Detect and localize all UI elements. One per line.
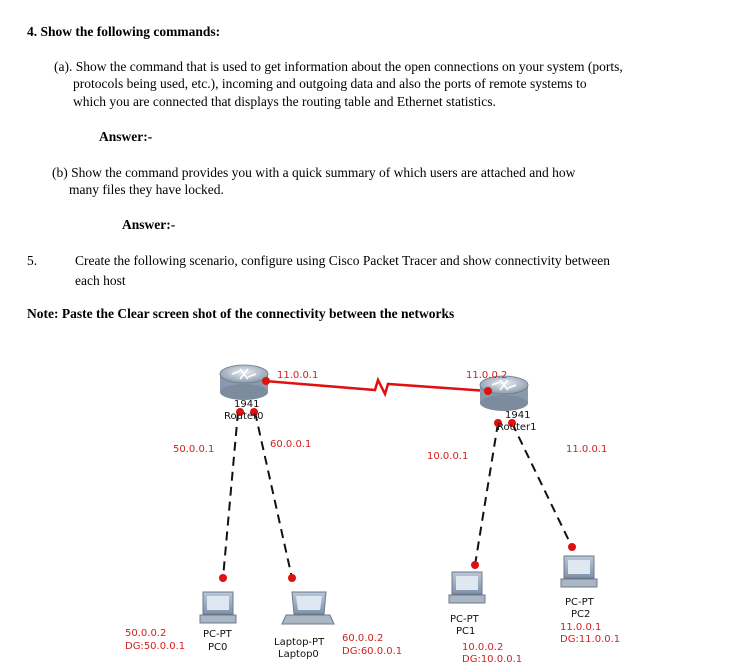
pc2-ip: 11.0.0.1	[560, 622, 602, 633]
q5-number: 5.	[27, 253, 38, 268]
laptop0-dg: DG:60.0.0.1	[342, 646, 403, 657]
pc0-icon	[200, 592, 236, 623]
q4a-line3: which you are connected that displays the routing table and Ethernet statistics.	[73, 94, 496, 109]
laptop0-type: Laptop-PT	[274, 637, 325, 648]
q4a-answer: Answer:-	[99, 129, 153, 144]
pc1-dg: DG:10.0.0.1	[462, 654, 523, 665]
r0-wan-ip: 11.0.0.1	[277, 370, 319, 381]
pc1-name: PC1	[456, 626, 476, 637]
pc2-dg: DG:11.0.0.1	[560, 634, 621, 645]
q4b-answer: Answer:-	[122, 217, 176, 232]
pc1-type: PC-PT	[450, 614, 479, 625]
q4b-line1: (b) Show the command provides you with a quick summary of which users are attached and how	[52, 165, 576, 180]
pc0-ip: 50.0.0.2	[125, 628, 167, 639]
pc0-dg: DG:50.0.0.1	[125, 641, 186, 652]
r1-name: Router1	[497, 422, 537, 433]
r1-wan-ip: 11.0.0.2	[466, 370, 508, 381]
r1-model: 1941	[505, 410, 531, 421]
r1-right-ip: 11.0.0.1	[566, 444, 608, 455]
q5-line1: Create the following scenario, configure using Cisco Packet Tracer and show connectivity between	[75, 253, 610, 268]
link-r1-pc1	[475, 423, 498, 565]
laptop0-name: Laptop0	[278, 649, 319, 660]
q4a-line2: protocols being used, etc.), incoming and outgoing data and also the ports of remote systems to	[73, 76, 587, 91]
r0-right-ip: 60.0.0.1	[270, 439, 312, 450]
wan-link	[265, 380, 488, 394]
q4a-line1: (a). Show the command that is used to get information about the open connections on your system (ports,	[54, 59, 623, 74]
pc1-ip: 10.0.0.2	[462, 642, 504, 653]
q4-heading: 4. Show the following commands:	[27, 24, 221, 39]
laptop0-icon	[282, 592, 334, 624]
laptop0-ip: 60.0.0.2	[342, 633, 384, 644]
note-text: Note: Paste the Clear screen shot of the connectivity between the networks	[27, 306, 455, 321]
pc2-type: PC-PT	[565, 597, 594, 608]
router0-icon	[220, 365, 268, 400]
r0-model: 1941	[234, 399, 260, 410]
link-r0-laptop0	[255, 412, 292, 578]
r1-left-ip: 10.0.0.1	[427, 451, 469, 462]
r0-name: Router0	[224, 411, 264, 422]
pc2-name: PC2	[571, 609, 591, 620]
q4b-line2: many files they have locked.	[69, 182, 224, 197]
pc1-icon	[449, 572, 485, 603]
link-r0-pc0	[223, 412, 238, 578]
pc0-type: PC-PT	[203, 629, 232, 640]
pc0-name: PC0	[208, 642, 228, 653]
link-r1-pc2	[512, 423, 572, 547]
q5-line2: each host	[75, 273, 126, 288]
pc2-icon	[561, 556, 597, 587]
r0-left-ip: 50.0.0.1	[173, 444, 215, 455]
